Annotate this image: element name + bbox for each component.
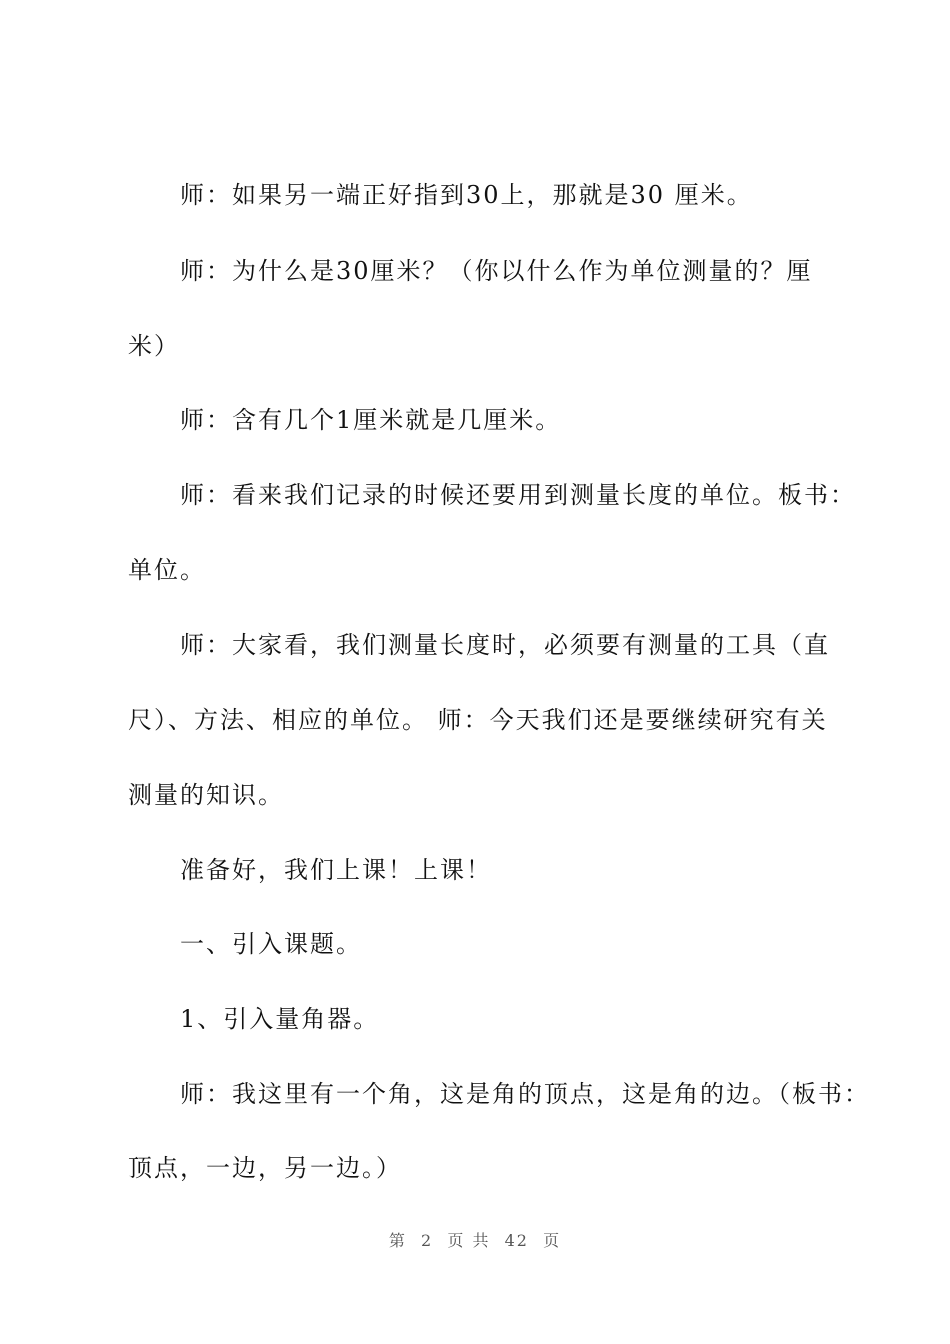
paragraph-line: 一、引入课题。 — [180, 930, 362, 958]
paragraph-line: 师：含有几个1厘米就是几厘米。 — [180, 406, 562, 434]
paragraph-line: 测量的知识。 — [128, 781, 284, 809]
paragraph-line: 顶点，一边，另一边。） — [128, 1154, 402, 1182]
paragraph-line: 准备好，我们上课！上课！ — [180, 856, 492, 884]
paragraph-line: 师：为什么是30厘米？（你以什么作为单位测量的？厘 — [180, 257, 813, 285]
paragraph-line: 师：如果另一端正好指到30上，那就是30 厘米。 — [180, 181, 753, 209]
paragraph-line: 师：看来我们记录的时候还要用到测量长度的单位。板书： — [180, 481, 856, 509]
paragraph-line: 米） — [128, 332, 180, 360]
page-number-footer: 第 2 页 共 42 页 — [388, 1231, 562, 1250]
paragraph-line: 师：大家看，我们测量长度时，必须要有测量的工具（直 — [180, 631, 830, 659]
paragraph-line: 师：我这里有一个角，这是角的顶点，这是角的边。（板书： — [180, 1080, 870, 1108]
paragraph-line: 尺）、方法、相应的单位。 师：今天我们还是要继续研究有关 — [128, 706, 828, 734]
paragraph-line: 单位。 — [128, 556, 206, 584]
paragraph-line: 1、引入量角器。 — [180, 1005, 380, 1033]
